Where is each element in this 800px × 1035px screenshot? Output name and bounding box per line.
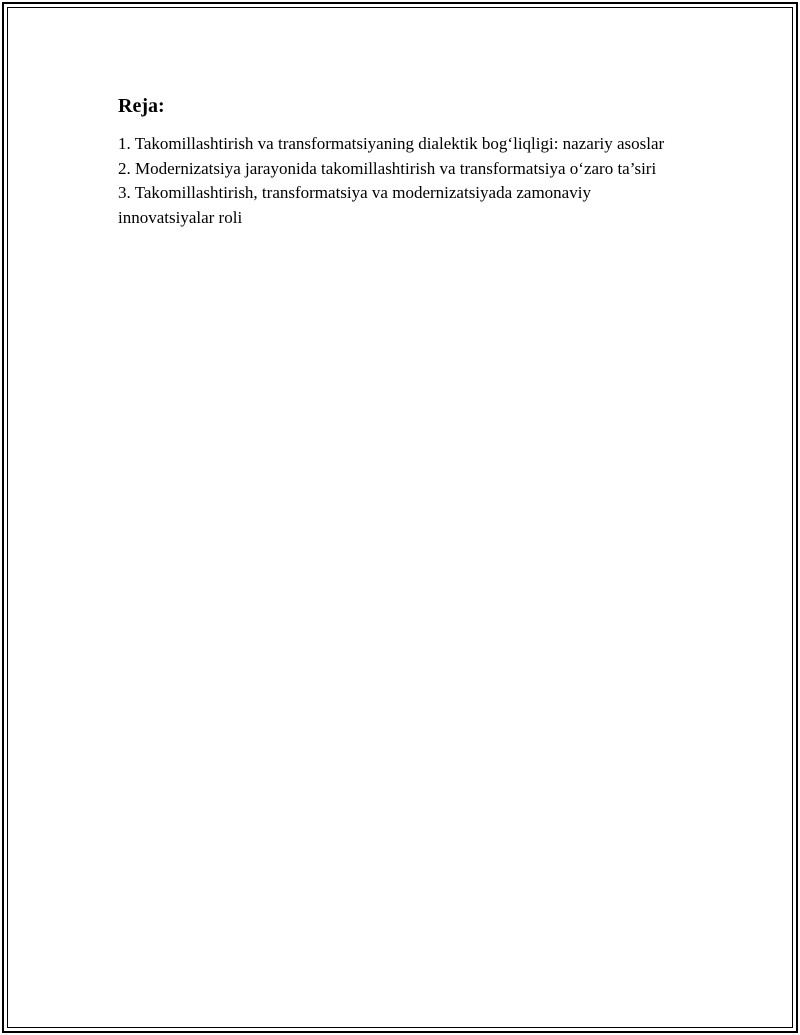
plan-heading: Reja: [118,95,165,117]
plan-item-1: 1. Takomillashtirish va transformatsiyaning dialektik bog‘liqligi: nazariy asoslar [118,134,665,153]
plan-item-3: 3. Takomillashtirish, transformatsiya va modernizatsiyada zamonaviy innovatsiyalar roli [118,183,591,227]
document-body [118,92,678,230]
plan-list [118,132,678,230]
plan-item-2: 2. Modernizatsiya jarayonida takomillashtirish va transformatsiya o‘zaro ta’siri [118,158,657,178]
